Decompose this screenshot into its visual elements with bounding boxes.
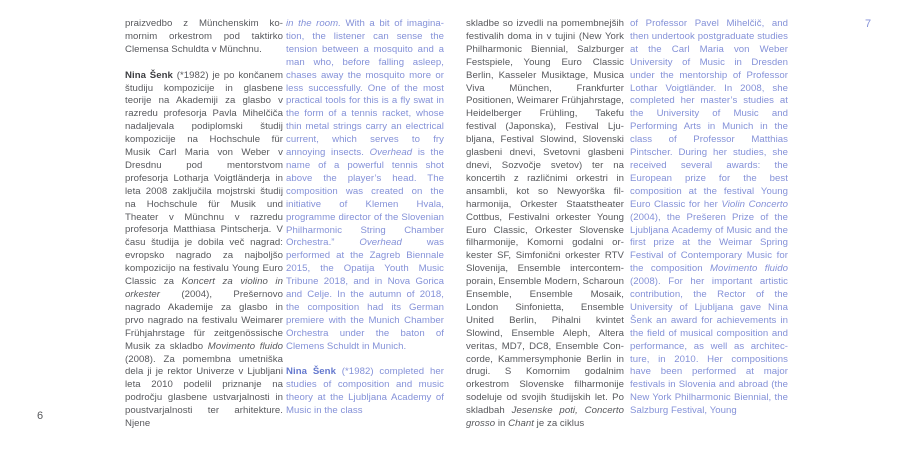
text-column-1 [125, 18, 283, 431]
text-column-3 [466, 18, 624, 431]
text-run-italic: Overhead [369, 147, 413, 159]
paragraph [466, 18, 624, 431]
text-run-normal: (*1982) je po končanem študiju kompozicije in glasbene teorije na Akademiji za glasbo v razredu profesorja Pavla Mihelčiča nadaljevala podiplomski študij kompozicije na Hochschule für Musik Carl Maria von Weber v Dresdnu pod mentorstvom profesorja Lotharja Voigtländerja in leta 2008 zaključila mojstrski študij na Hochschule für Musik und Theater v Münchnu v razredu profesorja Matthiasa Pintscherja. V času študija je dobila več nagrad: evropsko nagrado za najboljšo kompozicijo na festivalu Young Euro Classic za [125, 69, 283, 288]
text-run-normal: je za ciklus [533, 418, 585, 430]
text-run-italic: Overhead [359, 237, 402, 249]
text-run-normal: skladbe so izvedli na pomembnejših festivalih doma in v tujini (New York Philharmonic Biennial, Salzburger Festspiele, Young Euro Classic Berlin, Kasseler Musiktage, Musica Viva München, Frankfurter Positionen, Weimarer Frühjahrstage, Heidelberger Frühling, Takefu festival (Japonska), Festival Ljubljana, Festival Slowind, Slovenski glasbeni dnevi, Svetovni glasbeni dnevi, Sozvočje svetov) ter na koncertih z različnimi orkestri in ansambli, kot so Newyorška filharmonija, Orkester Staatstheater Cottbus, Festivalni orkester Young Euro Classic, Orkester Slovenske filharmonije, Komorni godalni orkester SF, Simfonični orkester RTV Slovenija, Ensemble intercontemporain, Ensemble Modern, Scharoun Ensemble, Ensemble Mosaik, London Sinfonietta, Ensemble United Berlin, Pihalni kvintet Slowind, Ensemble Aleph, Altera veritas, MD7, DC8, Ensemble Concorde, Kammersymphonie Berlin in drugi. S Komornim godalnim orkestrom Slovenske filharmonije sodeluje od svojih študijskih let. Po skladbah [466, 18, 624, 417]
text-run-normal: (2008). Za pomembna umetniška dela ji je rektor Univerze v Ljubljani leta 2010 podelil priznanje na področju glasbene ustvarjalnosti in poustvarjalnosti ter arhitekture. Njene [125, 353, 283, 430]
page-right [450, 0, 900, 450]
text-run-italic: Koncert za violino in orkester [125, 276, 283, 301]
text-run-normal: is the name of a powerful tennis shot above the player’s head. The composition was created on the initiative of Klemen Hvala, programme director of the Slovenian Philharmonic String Chamber Orchestra.” [286, 147, 445, 249]
paragraph [125, 70, 283, 431]
paragraph [286, 366, 444, 418]
text-column-4 [630, 18, 788, 418]
text-run-italic: Jesenske poti, Concerto grosso [466, 405, 624, 430]
text-run-normal: praizvedbo z Münchenskim komornim orkestrom pod taktirko Clemensa Schuldta v Münchnu. [125, 18, 283, 55]
text-run-normal: in [495, 418, 509, 430]
text-run-normal: (*1982) completed her studies of composition and music theory at the Ljubljana Academy of Music in the class [286, 366, 444, 417]
text-run-normal: (2004), Prešernovo nagrado Akademije za glasbo in prvo nagrado na festivalu Weimarer Frühjahrstage für zeitgenössische Musik za skladbo [125, 289, 283, 352]
text-run-italic: Movimento fluido [207, 340, 283, 352]
text-run-italic: Chant [508, 418, 534, 430]
text-run-normal: was performed at the Zagreb Biennale 2015, the Opatija Youth Music Tribune 2018, and in Nova Gorica and Celje. In the autumn of 2018, the composition had its German premiere with the Munich Chamber Orchestra under the baton of Clemens Schuldt in Munich. [286, 237, 444, 352]
paragraph [630, 18, 788, 418]
text-run-italic: Violin Concerto [721, 198, 788, 210]
page-number-right: 7 [865, 18, 872, 30]
text-run-italic: Movimento fluido [710, 263, 788, 275]
text-run-normal: (2008). For her important artistic contribution, the Rector of the University of Ljubljana gave Nina Šenk an award for achievements in the field of musical composition and performance, as well as architecture, in 2010. Her compositions have been performed at major festivals in Slovenia and abroad (the New York Philharmonic Biennial, the Salzburg Festival, Young [630, 276, 788, 417]
text-run-normal: (2004), the Prešeren Prize of the Ljubljana Academy of Music and the first prize at the Weimar Spring Festival of Contemporary Music for the composition [630, 211, 788, 275]
text-run-bold: Nina Šenk [125, 69, 173, 81]
paragraph [125, 18, 283, 57]
paragraph [286, 18, 444, 354]
text-run-normal: With a bit of imagination, the listener can sense the tension between a mosquito and a man who, before falling asleep, chases away the mosquito more or less successfully. One of the most practical tools for this is a fly swat in the form of a tennis racket, whose thin metal strings carry an electrical current, which serves to fry annoying insects. [286, 18, 444, 159]
text-run-bold: Nina Šenk [286, 366, 336, 378]
page-number-left: 6 [37, 410, 44, 422]
text-run-normal: of Professor Pavel Mihelčič, and then undertook postgraduate studies at the Carl Maria von Weber University of Music in Dresden under the mentorship of Professor Lothar Voigtländer. In 2008, she completed her master’s studies at the University of Music and Performing Arts in Munich in the class of Professor Matthias Pintscher. During her studies, she received several awards: the European prize for the best composition at the festival Young Euro Classic for her [630, 18, 788, 210]
text-run-italic: in the room. [286, 18, 341, 29]
text-column-2 [286, 18, 444, 418]
